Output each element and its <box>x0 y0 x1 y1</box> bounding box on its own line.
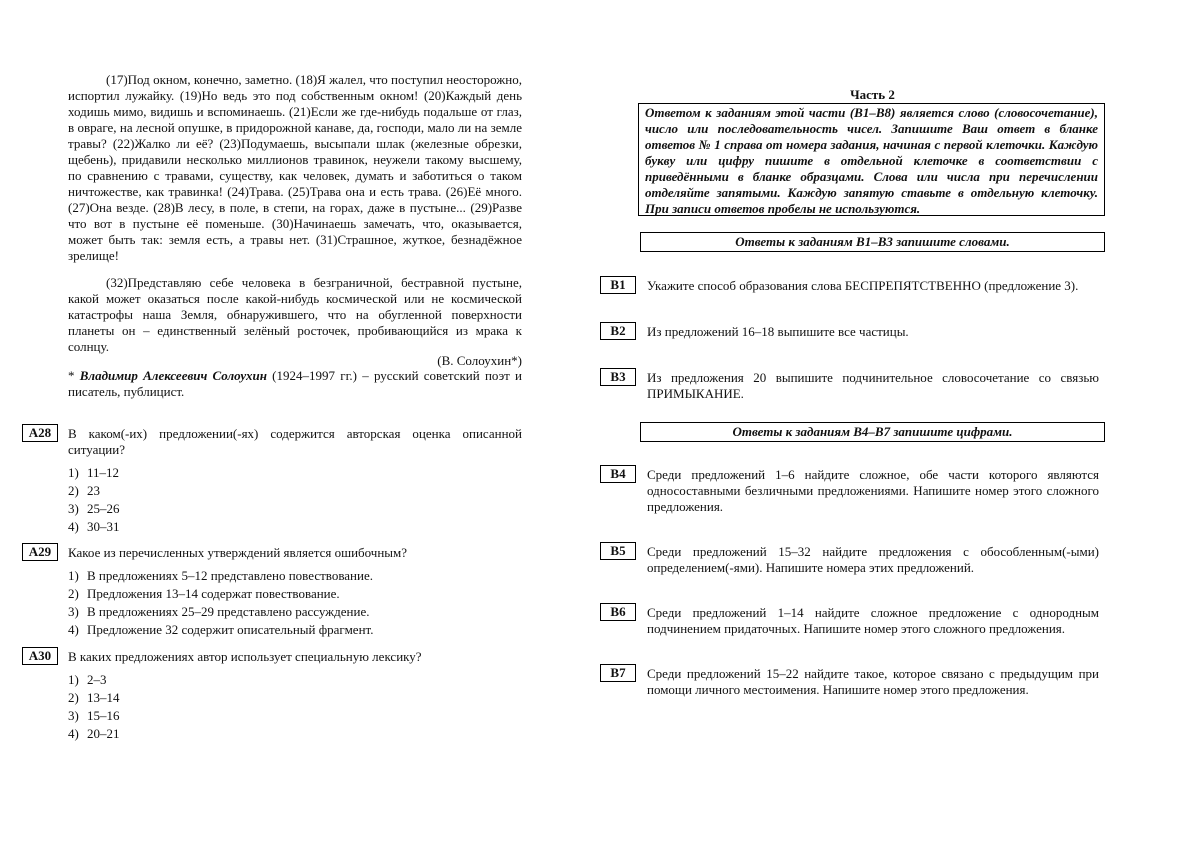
text-paragraph-1: (17)Под окном, конечно, заметно. (18)Я жалел, что поступил неосторожно, испортил лужайку. (19)Но ведь это под собственным окном! (20)Каждый день ходишь мимо, видишь и вспоминаешь. (21)Если же где-нибудь подальше от глаз, в овраге, на лесной опушке, в придорожной канаве, да, господи, мало ли на земле травы? (22)Жалко ли её? (23)Подумаешь, высыпали шлак (железные обрезки, щебень), придавили несколько миллионов травинок, неужели такому высшему, по сравнению с травами, существу, как человек, думать и заботиться о таком ничтожестве, как травинка! (24)Трава. (25)Трава она и есть трава. (26)Её много. (27)Она везде. (28)В лесу, в поле, в степи, на горах, даже в пустыне... (29)Разве что вот в пустыне её поменьше. (30)Начинаешь замечать, что, оказывается, может быть так: земля есть, а травы нет. (31)Страшное, жуткое, безнадёжное зрелище! <box>68 72 522 263</box>
footnote-description: (1924–1997 гг.) – русский советский поэт и писатель, публицист. <box>68 368 523 399</box>
author-footnote <box>68 368 522 400</box>
option-text: 15–16 <box>87 708 120 723</box>
task-b2-text: Из предложений 16–18 выпишите все частицы. <box>647 324 909 339</box>
option <box>68 707 522 725</box>
option <box>68 621 522 639</box>
option-text: 30–31 <box>87 519 120 534</box>
option <box>68 585 522 603</box>
task-b6-text: Среди предложений 1–14 найдите сложное предложение с однородным подчинением придаточных. Напишите номер этого сложного предложения. <box>647 605 1099 636</box>
option-number: 1) <box>68 568 79 583</box>
option-number: 4) <box>68 519 79 534</box>
task-a29 <box>68 545 522 639</box>
part-2-instructions: Ответом к заданиям этой части (В1–В8) является слово (словосочетание), число или последовательность чисел. Запишите Ваш ответ в бланке ответов № 1 справа от номера задания, начиная с первой клеточки. Каждую букву или цифру пишите в отдельной клеточке в соответствии с приведёнными в бланке образцами. Слова или числа при перечислении отделяйте запятыми. Каждую запятую ставьте в отдельную клеточку. При записи ответов пробелы не используются. <box>638 103 1105 216</box>
option <box>68 725 522 743</box>
task-badge-a29: A29 <box>22 543 58 561</box>
task-badge-b2: B2 <box>600 322 636 340</box>
option-number: 3) <box>68 604 79 619</box>
option-text: Предложение 32 содержит описательный фрагмент. <box>87 622 374 637</box>
option-number: 4) <box>68 622 79 637</box>
task-b3-text: Из предложения 20 выпишите подчинительное словосочетание со связью ПРИМЫКАНИЕ. <box>647 370 1099 401</box>
task-badge-b6: B6 <box>600 603 636 621</box>
task-badge-a30: A30 <box>22 647 58 665</box>
option <box>68 500 522 518</box>
section-b1-b3-header: Ответы к заданиям В1–В3 запишите словами. <box>640 232 1105 252</box>
task-a30-question: В каких предложениях автор использует специальную лексику? <box>68 649 422 664</box>
task-a30-options <box>68 671 522 743</box>
option-text: 23 <box>87 483 100 498</box>
task-a28-question: В каком(-их) предложении(-ях) содержится авторская оценка описанной ситуации? <box>68 426 522 457</box>
text-paragraph-2: (32)Представляю себе человека в безграничной, бестравной пустыне, какой может оказаться после какой-нибудь космической или не космической катастрофы наша Земля, обнаружившего, что на обугленной поверхности планеты он – единственный зелёный росточек, пробивающийся из мрака к солнцу. <box>68 275 522 354</box>
part-2-title: Часть 2 <box>850 87 895 102</box>
option-text: 11–12 <box>87 465 120 480</box>
option-number: 1) <box>68 465 79 480</box>
task-badge-b1: B1 <box>600 276 636 294</box>
option-number: 3) <box>68 501 79 516</box>
option <box>68 567 522 585</box>
task-b7-text: Среди предложений 15–22 найдите такое, которое связано с предыдущим при помощи личного местоимения. Напишите номер этого предложения. <box>647 666 1099 697</box>
task-b5-text: Среди предложений 15–32 найдите предложения с обособленным(-ыми) определением(-ями). Напишите номера этих предложений. <box>647 544 1099 575</box>
author-signature: (В. Солоухин*) <box>437 353 522 368</box>
option-text: В предложениях 5–12 представлено повествование. <box>87 568 373 583</box>
option <box>68 464 522 482</box>
option-number: 2) <box>68 483 79 498</box>
option-number: 1) <box>68 672 79 687</box>
task-badge-b4: B4 <box>600 465 636 483</box>
option-text: Предложения 13–14 содержат повествование. <box>87 586 340 601</box>
option-text: 13–14 <box>87 690 120 705</box>
option <box>68 482 522 500</box>
task-a28 <box>68 426 522 536</box>
task-a30 <box>68 649 522 743</box>
option <box>68 518 522 536</box>
option <box>68 603 522 621</box>
task-a28-options <box>68 464 522 536</box>
option-number: 3) <box>68 708 79 723</box>
task-badge-b3: B3 <box>600 368 636 386</box>
footnote-star: * <box>68 368 80 383</box>
footnote-author-name: Владимир Алексеевич Солоухин <box>79 368 267 383</box>
option-number: 4) <box>68 726 79 741</box>
option-text: 20–21 <box>87 726 120 741</box>
option <box>68 689 522 707</box>
option-text: 25–26 <box>87 501 120 516</box>
option-text: 2–3 <box>87 672 107 687</box>
task-badge-a28: A28 <box>22 424 58 442</box>
option-text: В предложениях 25–29 представлено рассуждение. <box>87 604 370 619</box>
task-b4-text: Среди предложений 1–6 найдите сложное, обе части которого являются односоставными безличными предложениями. Напишите номер этого сложного предложения. <box>647 467 1099 514</box>
task-badge-b5: B5 <box>600 542 636 560</box>
option-number: 2) <box>68 690 79 705</box>
task-b1-text: Укажите способ образования слова БЕСПРЕПЯТСТВЕННО (предложение 3). <box>647 278 1079 293</box>
task-a29-question: Какое из перечисленных утверждений является ошибочным? <box>68 545 408 560</box>
option <box>68 671 522 689</box>
task-badge-b7: B7 <box>600 664 636 682</box>
task-a29-options <box>68 567 522 639</box>
section-b4-b7-header: Ответы к заданиям В4–В7 запишите цифрами. <box>640 422 1105 442</box>
option-number: 2) <box>68 586 79 601</box>
